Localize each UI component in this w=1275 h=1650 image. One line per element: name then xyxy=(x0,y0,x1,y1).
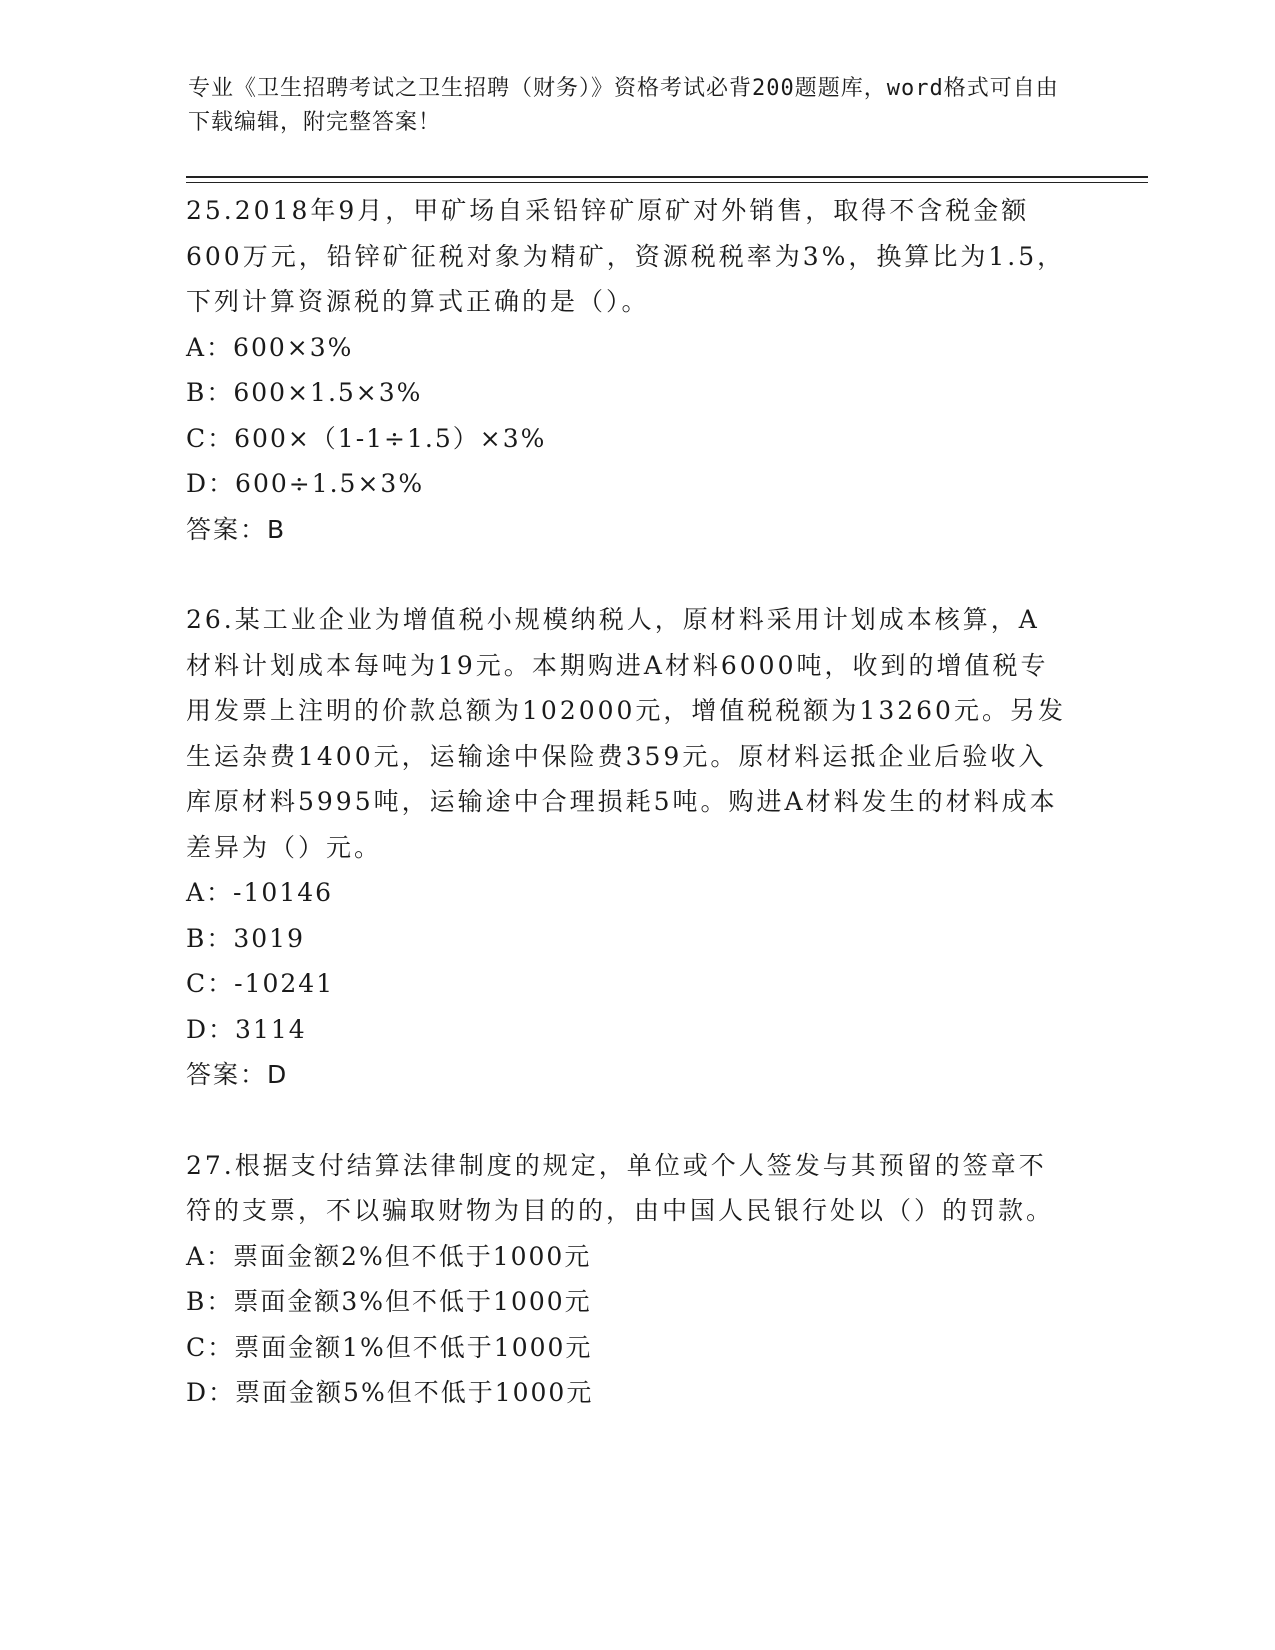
option-d: D：600÷1.5×3% xyxy=(186,469,425,498)
question-stem: 27.根据支付结算法律制度的规定，单位或个人签发与其预留的签章不符的支票，不以骗取财物为目的的，由中国人民银行处以（）的罚款。 xyxy=(186,1150,1055,1225)
option-b: B：票面金额3%但不低于1000元 xyxy=(186,1287,592,1316)
document-header: 专业《卫生招聘考试之卫生招聘（财务）》资格考试必背200题题库，word格式可自由下载编辑，附完整答案！ xyxy=(188,76,1059,135)
answer-line: 答案：D xyxy=(186,1060,289,1089)
option-d: D：3114 xyxy=(186,1014,307,1044)
question-stem: 25.2018年9月，甲矿场自采铅锌矿原矿对外销售，取得不含税金额600万元，铅锌矿征税对象为精矿，资源税税率为3%，换算比为1.5，下列计算资源税的算式正确的是（）。 xyxy=(186,196,1066,316)
option-b: B：3019 xyxy=(186,923,305,953)
option-a: A：600×3% xyxy=(186,332,354,362)
option-b: B：600×1.5×3% xyxy=(186,378,423,407)
answer-line: 答案：B xyxy=(186,514,287,544)
option-d: D：票面金额5%但不低于1000元 xyxy=(186,1378,594,1407)
question-stem: 26.某工业企业为增值税小规模纳税人，原材料采用计划成本核算，A材料计划成本每吨为19元。本期购进A材料6000吨，收到的增值税专用发票上注明的价款总额为102000元，增值税税额为13260元。另发生运杂费1400元，运输途中保险费359元。原材料运抵企业后验收入库原材料5995吨，运输途中合理损耗5吨。购进A材料发生的材料成本差异为（）元。 xyxy=(186,605,1066,862)
header-divider-thick xyxy=(186,176,1148,178)
question-27 xyxy=(186,1143,1066,1416)
question-spacer xyxy=(186,552,1066,597)
option-c: C：-10241 xyxy=(186,969,335,998)
question-list xyxy=(186,188,1066,1416)
option-c: C：票面金额1%但不低于1000元 xyxy=(186,1332,593,1362)
option-a: A：-10146 xyxy=(186,878,334,907)
question-26 xyxy=(186,597,1066,1098)
question-spacer xyxy=(186,1098,1066,1143)
question-25 xyxy=(186,188,1066,552)
header-divider-thin xyxy=(186,182,1148,183)
option-a: A：票面金额2%但不低于1000元 xyxy=(186,1241,592,1271)
option-c: C：600×（1-1÷1.5）×3% xyxy=(186,423,547,453)
